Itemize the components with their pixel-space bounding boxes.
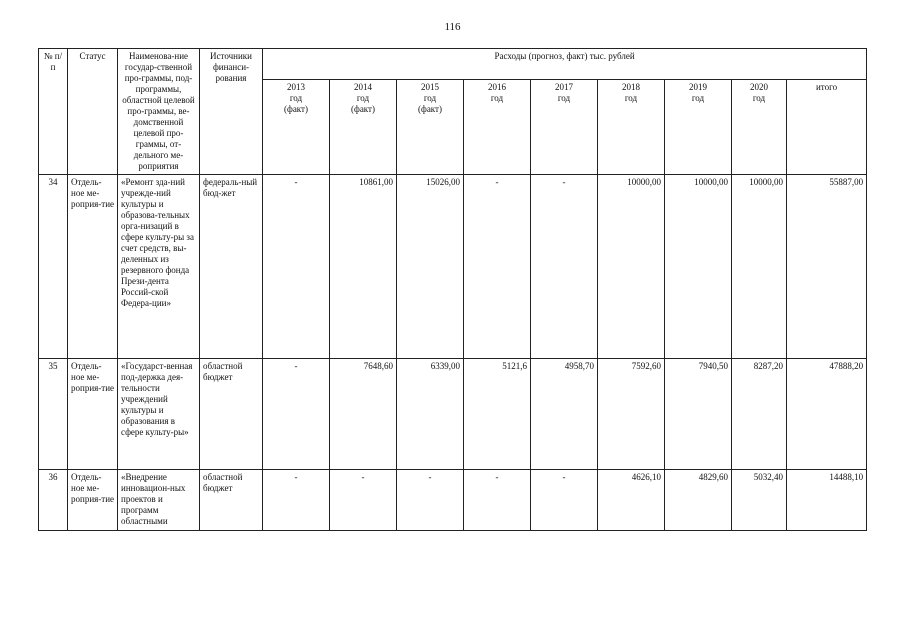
header-status: Статус	[68, 49, 118, 175]
header-year-2018: 2018 год	[598, 80, 665, 175]
cell-2018: 7592,60	[598, 359, 665, 470]
row-num: 35	[39, 359, 68, 470]
row-source: областной бюджет	[200, 359, 263, 470]
cell-2018: 10000,00	[598, 175, 665, 359]
row-name: «Внедрение инновацион-ных проектов и программ областными	[118, 470, 200, 531]
header-name: Наименова-ние государ-ственной про-граммы, под-программы, областной целевой про-граммы, ве-домственной целевой про-граммы, от-дельного ме-роприятия	[118, 49, 200, 175]
cell-2014: -	[330, 470, 397, 531]
row-name: «Ремонт зда-ний учрежде-ний культуры и образова-тельных орга-низаций в сфере культу-ры за счет средств, вы-деленных из резервного фонда Прези-дента Россий-ской Федера-ции»	[118, 175, 200, 359]
row-status: Отдель-ное ме-роприя-тие	[68, 470, 118, 531]
cell-2013: -	[263, 175, 330, 359]
page-number: 116	[444, 21, 461, 33]
header-year-2016: 2016 год	[464, 80, 531, 175]
header-expenses-group: Расходы (прогноз, факт) тыс. рублей	[263, 49, 867, 80]
table-row	[39, 175, 867, 359]
header-total: итого	[787, 80, 867, 175]
header-year-2019: 2019 год	[665, 80, 732, 175]
cell-2020: 8287,20	[732, 359, 787, 470]
cell-2019: 7940,50	[665, 359, 732, 470]
cell-2018: 4626,10	[598, 470, 665, 531]
row-num: 36	[39, 470, 68, 531]
cell-2017: -	[531, 175, 598, 359]
header-row-top	[39, 49, 867, 80]
header-year-2014: 2014 год (факт)	[330, 80, 397, 175]
header-num: № п/п	[39, 49, 68, 175]
cell-2019: 4829,60	[665, 470, 732, 531]
header-year-2013: 2013 год (факт)	[263, 80, 330, 175]
cell-2016: 5121,6	[464, 359, 531, 470]
header-source: Источники финанси-рования	[200, 49, 263, 175]
header-year-2020: 2020 год	[732, 80, 787, 175]
cell-2014: 7648,60	[330, 359, 397, 470]
row-source: областной бюджет	[200, 470, 263, 531]
row-num: 34	[39, 175, 68, 359]
cell-total: 14488,10	[787, 470, 867, 531]
budget-table	[38, 48, 867, 531]
cell-total: 47888,20	[787, 359, 867, 470]
cell-2019: 10000,00	[665, 175, 732, 359]
table-row	[39, 359, 867, 470]
cell-2020: 5032,40	[732, 470, 787, 531]
row-status: Отдель-ное ме-роприя-тие	[68, 175, 118, 359]
header-year-2015: 2015 год (факт)	[397, 80, 464, 175]
row-name: «Государст-венная под-держка дея-тельности учреждений культуры и образования в сфере культу-ры»	[118, 359, 200, 470]
row-status: Отдель-ное ме-роприя-тие	[68, 359, 118, 470]
row-source: федераль-ный бюд-жет	[200, 175, 263, 359]
cell-2014: 10861,00	[330, 175, 397, 359]
cell-2020: 10000,00	[732, 175, 787, 359]
cell-total: 55887,00	[787, 175, 867, 359]
cell-2013: -	[263, 470, 330, 531]
header-year-2017: 2017 год	[531, 80, 598, 175]
cell-2017: -	[531, 470, 598, 531]
cell-2016: -	[464, 175, 531, 359]
table-row	[39, 470, 867, 531]
cell-2013: -	[263, 359, 330, 470]
cell-2016: -	[464, 470, 531, 531]
cell-2015: 6339,00	[397, 359, 464, 470]
cell-2015: 15026,00	[397, 175, 464, 359]
cell-2015: -	[397, 470, 464, 531]
cell-2017: 4958,70	[531, 359, 598, 470]
